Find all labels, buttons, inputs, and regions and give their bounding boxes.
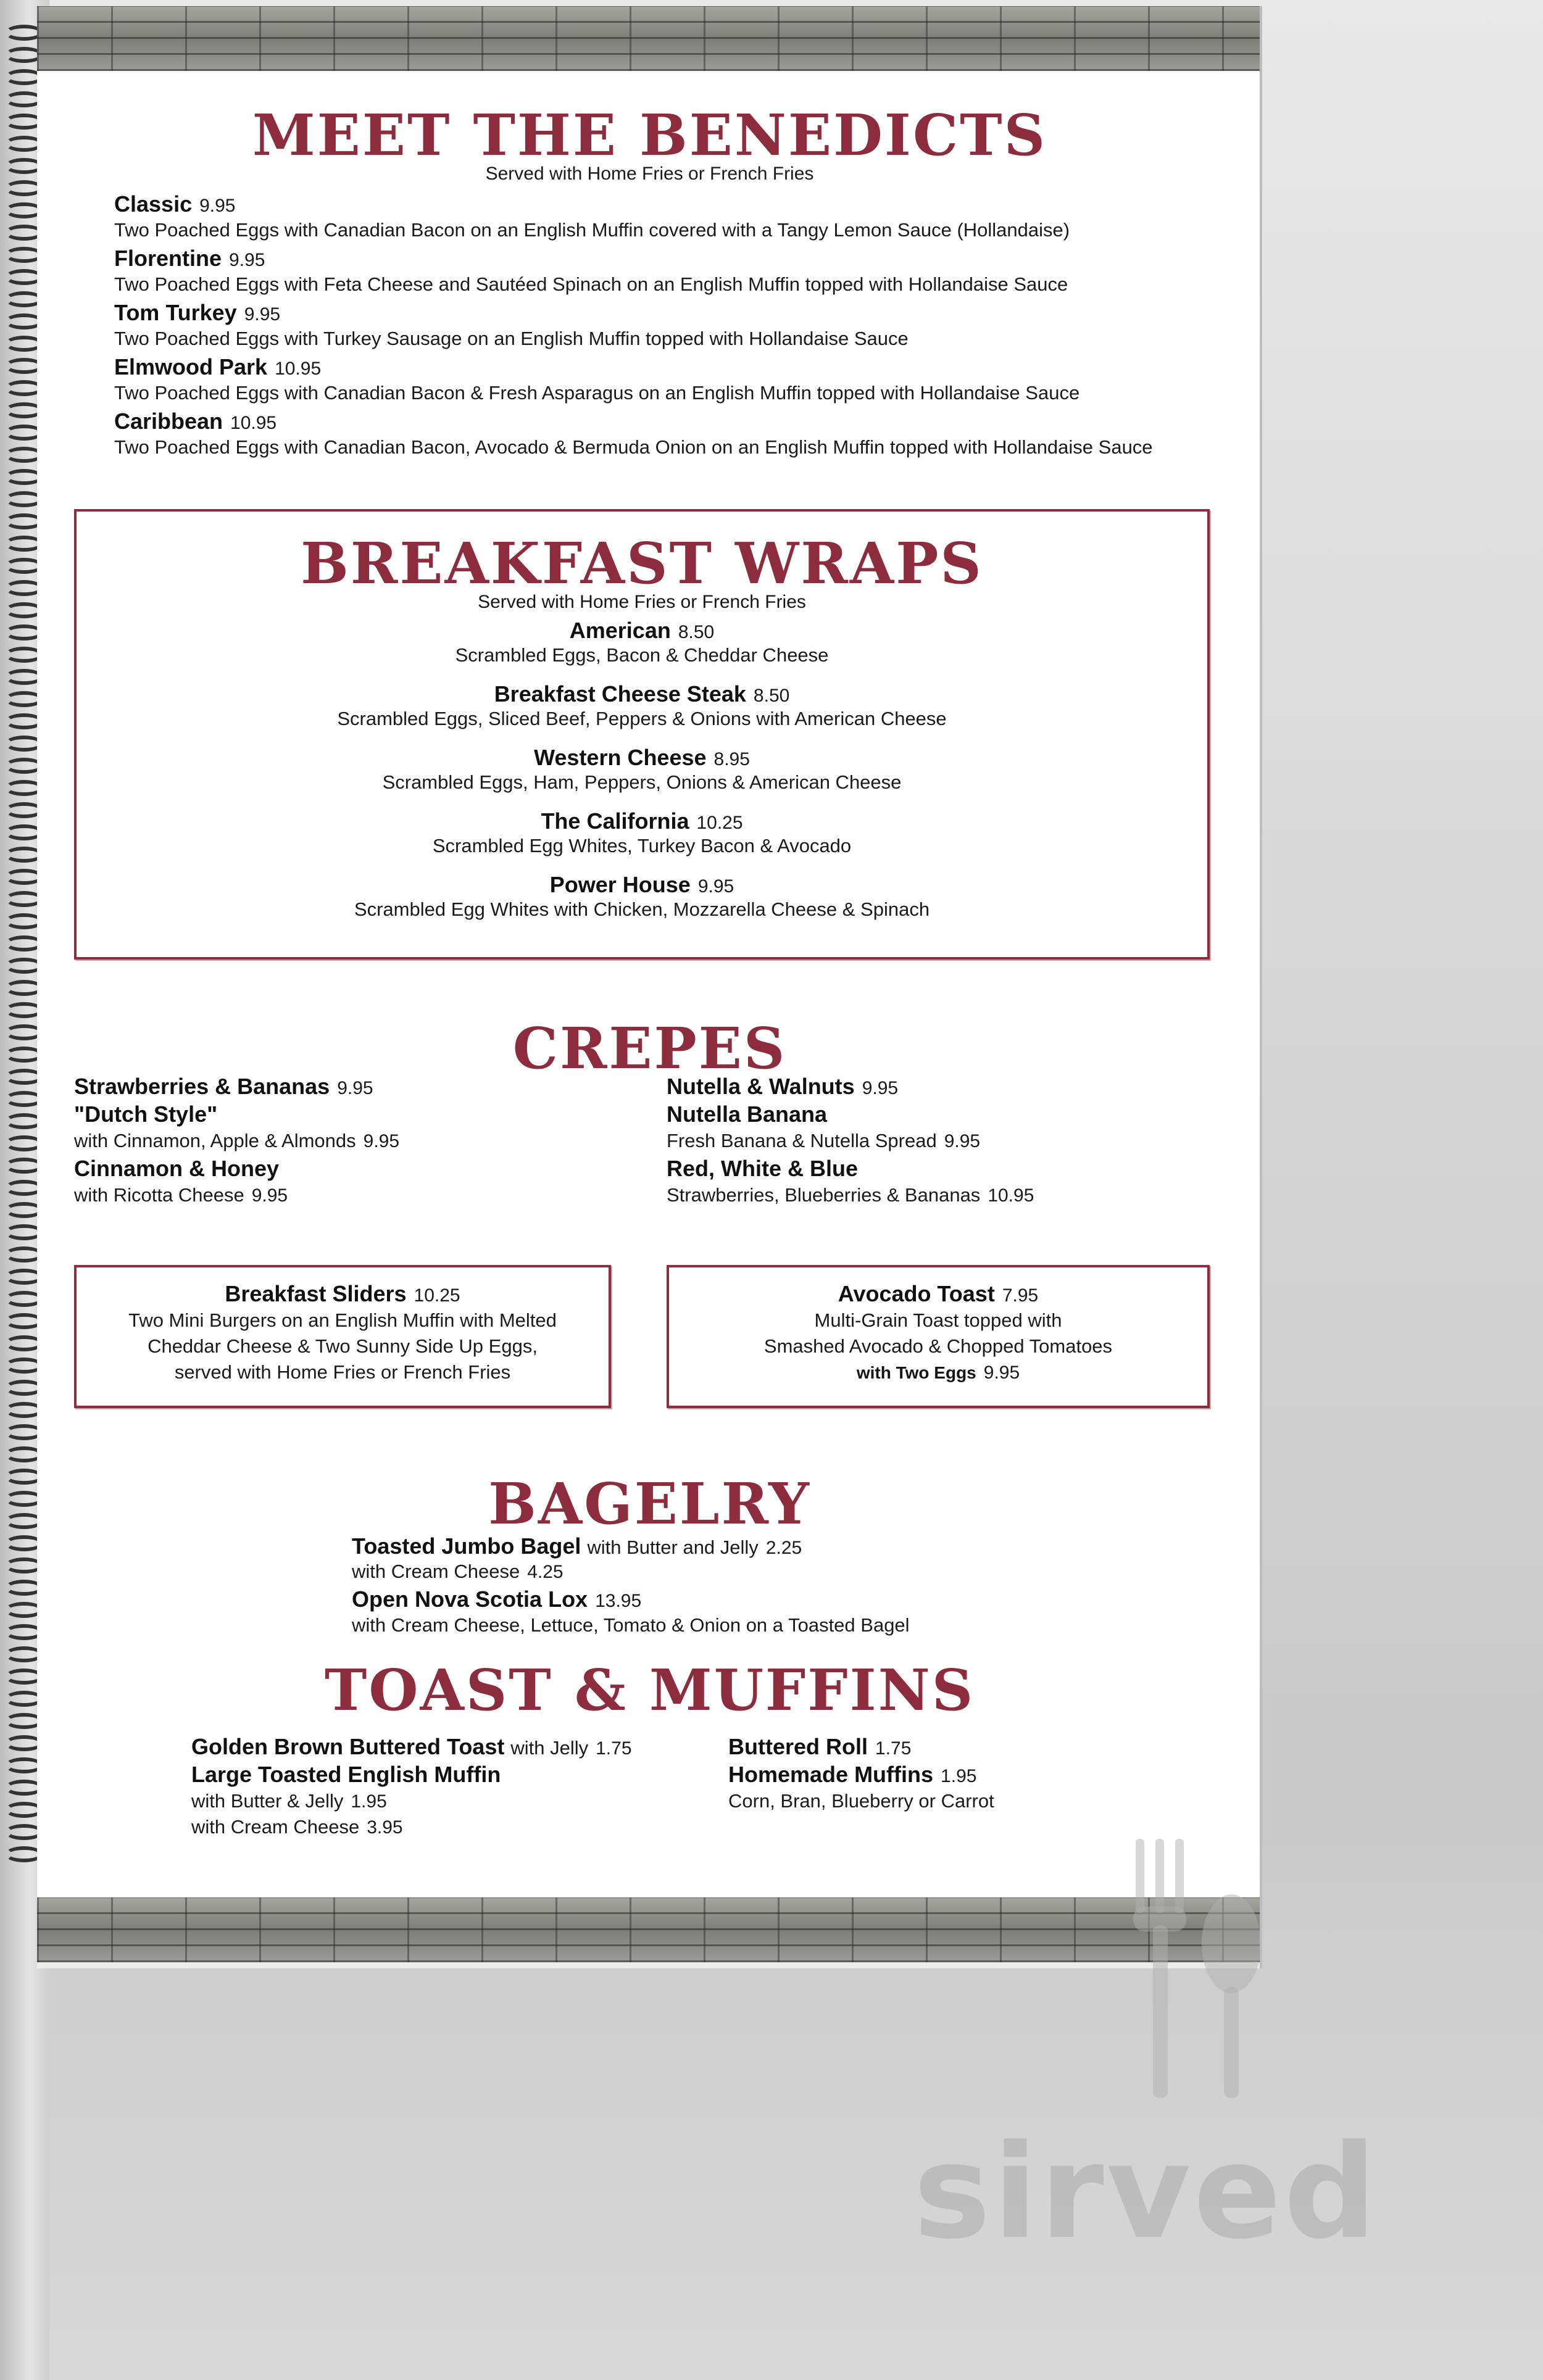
item-description: Multi-Grain Toast topped with [814,1309,1062,1331]
sliders-heading [77,1281,609,1307]
item-description: served with Home Fries or French Fries [174,1361,511,1383]
item-description: Two Poached Eggs with Turkey Sausage on an English Muffin topped with Hollandaise Sauce [114,328,909,349]
item-price: 8.50 [753,686,790,706]
item-name: Florentine [114,246,222,271]
item-description: with Cream Cheese [352,1561,520,1582]
item-name: Nutella Banana [667,1101,828,1127]
item-description: Strawberries, Blueberries & Bananas [667,1184,981,1206]
item-name: Breakfast Sliders [225,1281,407,1306]
toast-item [191,1762,501,1788]
item-name: Open Nova Scotia Lox [352,1586,588,1612]
item-description: Smashed Avocado & Chopped Tomatoes [763,1335,1113,1357]
item-name: Nutella & Walnuts [667,1074,855,1099]
item-description: Two Poached Eggs with Canadian Bacon, Avocado & Bermuda Onion on an English Muffin topped with Hollandaise Sauce [114,436,1153,458]
item-price: 9.95 [337,1078,373,1098]
crepe-item-detail [667,1130,980,1152]
item-price: 10.95 [275,359,322,379]
item-description: with Cream Cheese, Lettuce, Tomato & Onion on a Toasted Bagel [352,1614,910,1636]
item-name: Tom Turkey [114,300,237,325]
crepe-item [74,1074,373,1100]
toast-item [728,1734,911,1760]
item-price: 9.95 [862,1078,899,1098]
item-price: 10.25 [696,813,743,833]
bagel-item-detail [352,1561,564,1583]
item-name: Cinnamon & Honey [74,1156,280,1181]
item-description: with Cinnamon, Apple & Almonds [74,1130,356,1151]
item-name: Western Cheese [534,745,707,770]
item-price: 10.25 [414,1285,460,1306]
benedicts-title: MEET THE BENEDICTS [252,102,1047,168]
sirved-watermark: sirved [913,2117,1379,2268]
item-description: Scrambled Egg Whites with Chicken, Mozzarella Cheese & Spinach [354,898,930,920]
item-price: 8.50 [678,622,715,642]
item-description: Corn, Bran, Blueberry or Carrot [728,1790,994,1812]
item-description: with Ricotta Cheese [74,1184,244,1206]
item-price: 9.95 [251,1185,288,1206]
item-price: 7.95 [1002,1285,1039,1306]
wraps-title: BREAKFAST WRAPS [301,530,983,597]
toast-item [191,1734,632,1760]
benedict-item [114,408,277,434]
crepes-title: CREPES [512,1015,787,1082]
item-price: 4.25 [527,1562,564,1582]
crepe-item [74,1156,279,1182]
crepe-item [74,1101,217,1127]
item-name: Golden Brown Buttered Toast [191,1734,505,1759]
item-description: Two Poached Eggs with Feta Cheese and Sautéed Spinach on an English Muffin topped with Hollandaise Sauce [114,273,1068,295]
item-price: 9.95 [983,1362,1020,1383]
item-name: Power House [549,872,691,897]
item-price: 2.25 [765,1538,802,1558]
benedicts-subtitle: Served with Home Fries or French Fries [485,164,814,184]
item-name: Red, White & Blue [667,1156,859,1181]
item-description: Scrambled Eggs, Bacon & Cheddar Cheese [455,644,829,666]
item-price: 9.95 [199,196,236,216]
brick-border-top [37,6,1260,71]
item-description: Cheddar Cheese & Two Sunny Side Up Eggs, [148,1335,538,1357]
fork-spoon-icon [1099,1826,1284,2110]
item-price: 1.75 [596,1738,632,1759]
crepe-item-detail [74,1184,288,1206]
item-name: Caribbean [114,408,223,434]
avocado-heading [669,1281,1207,1307]
item-price: 1.95 [351,1791,387,1812]
benedict-item [114,300,280,326]
item-name: Elmwood Park [114,354,268,379]
menu-sheet [37,71,1260,1897]
item-price: 1.95 [941,1766,977,1786]
bagel-item [352,1586,641,1612]
benedict-item [114,246,265,272]
item-description: Scrambled Egg Whites, Turkey Bacon & Avocado [432,835,852,856]
benedict-item [114,354,321,380]
item-name: Breakfast Cheese Steak [494,681,746,707]
item-description: Fresh Banana & Nutella Spread [667,1130,937,1151]
avocado-extra [669,1362,1207,1383]
brick-border-bottom [37,1897,1260,1962]
wrap-item [77,808,1207,834]
item-name: Large Toasted English Muffin [191,1762,501,1787]
item-description: with Jelly [510,1737,589,1759]
item-price: 9.95 [944,1131,981,1151]
wrap-item [77,745,1207,771]
item-description: Two Poached Eggs with Canadian Bacon on an English Muffin covered with a Tangy Lemon Sauce (Hollandaise) [114,219,1070,241]
item-price: 9.95 [244,304,281,325]
item-price: 1.75 [875,1738,912,1759]
item-price: 10.95 [988,1185,1034,1206]
bagelry-title: BAGELRY [488,1470,811,1537]
crepe-item [667,1074,898,1100]
item-description: Two Mini Burgers on an English Muffin with Melted [128,1309,557,1331]
crepe-item-detail [74,1130,399,1152]
wrap-item [77,618,1207,644]
item-name: "Dutch Style" [74,1101,218,1127]
item-name: Avocado Toast [838,1281,995,1306]
item-description: Scrambled Eggs, Sliced Beef, Peppers & Onions with American Cheese [337,708,947,729]
item-name: Toasted Jumbo Bagel [352,1533,581,1559]
crepe-item [667,1101,827,1127]
avocado-toast-box [667,1265,1210,1408]
item-name: Strawberries & Bananas [74,1074,330,1099]
item-name: Buttered Roll [728,1734,868,1759]
item-description: with Cream Cheese [191,1816,360,1838]
item-price: 9.95 [229,250,265,270]
toast-item-detail [191,1790,387,1812]
toast-item [728,1762,976,1788]
item-extra: with Two Eggs [856,1363,976,1382]
menu-page [37,6,1262,1968]
toast-item-detail [191,1816,403,1838]
bagel-item [352,1533,802,1559]
item-name: American [569,618,671,643]
item-price: 13.95 [595,1591,642,1611]
item-price: 10.95 [230,413,277,433]
item-name: The California [541,808,689,834]
item-price: 9.95 [363,1131,400,1151]
item-price: 8.95 [713,749,750,769]
crepe-item [667,1156,858,1182]
item-description: with Butter & Jelly [191,1790,344,1812]
breakfast-sliders-box [74,1265,611,1408]
item-description: Two Poached Eggs with Canadian Bacon & Fresh Asparagus on an English Muffin topped with Hollandaise Sauce [114,382,1080,404]
toast-muffins-title: TOAST & MUFFINS [324,1657,975,1723]
item-description: Scrambled Eggs, Ham, Peppers, Onions & American Cheese [382,771,902,793]
crepe-item-detail [667,1184,1034,1206]
item-price: 3.95 [367,1817,403,1838]
item-description: with Butter and Jelly [587,1536,759,1558]
breakfast-wraps-box [74,509,1210,960]
benedict-item [114,191,235,217]
wraps-subtitle: Served with Home Fries or French Fries [478,592,806,612]
wrap-item [77,872,1207,898]
wrap-item [77,681,1207,707]
item-price: 9.95 [697,876,734,897]
item-name: Classic [114,191,193,217]
item-name: Homemade Muffins [728,1762,934,1787]
